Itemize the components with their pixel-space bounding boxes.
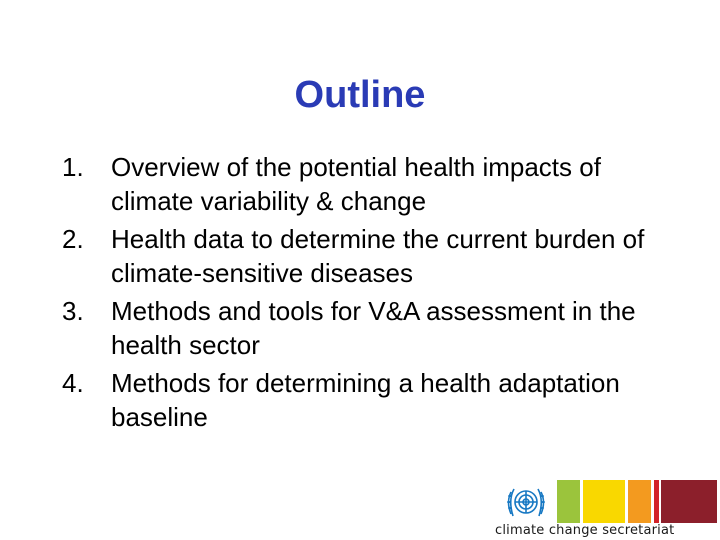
maroon-strip [661, 480, 717, 523]
red-strip [654, 480, 659, 523]
orange-strip [628, 480, 651, 523]
climate-change-secretariat-logo [495, 480, 717, 538]
item-number: 2. [62, 224, 84, 254]
logo-text: climate change secretariat [495, 523, 675, 538]
list-item [62, 150, 682, 218]
item-text: Methods for determining a health adaptation baseline [111, 368, 620, 432]
list-item [62, 366, 682, 434]
item-number: 4. [62, 368, 84, 398]
list-item [62, 294, 682, 362]
un-emblem-box [495, 480, 557, 523]
item-text: Overview of the potential health impacts of climate variability & change [111, 152, 601, 216]
item-text: Health data to determine the current burden of climate-sensitive diseases [111, 224, 645, 288]
list-item [62, 222, 682, 290]
item-number: 1. [62, 152, 84, 182]
outline-list [62, 150, 682, 438]
green-strip [557, 480, 580, 523]
slide-title: Outline [294, 74, 426, 116]
item-text: Methods and tools for V&A assessment in the health sector [111, 296, 636, 360]
yellow-strip [583, 480, 625, 523]
un-emblem-icon [503, 482, 549, 522]
item-number: 3. [62, 296, 84, 326]
